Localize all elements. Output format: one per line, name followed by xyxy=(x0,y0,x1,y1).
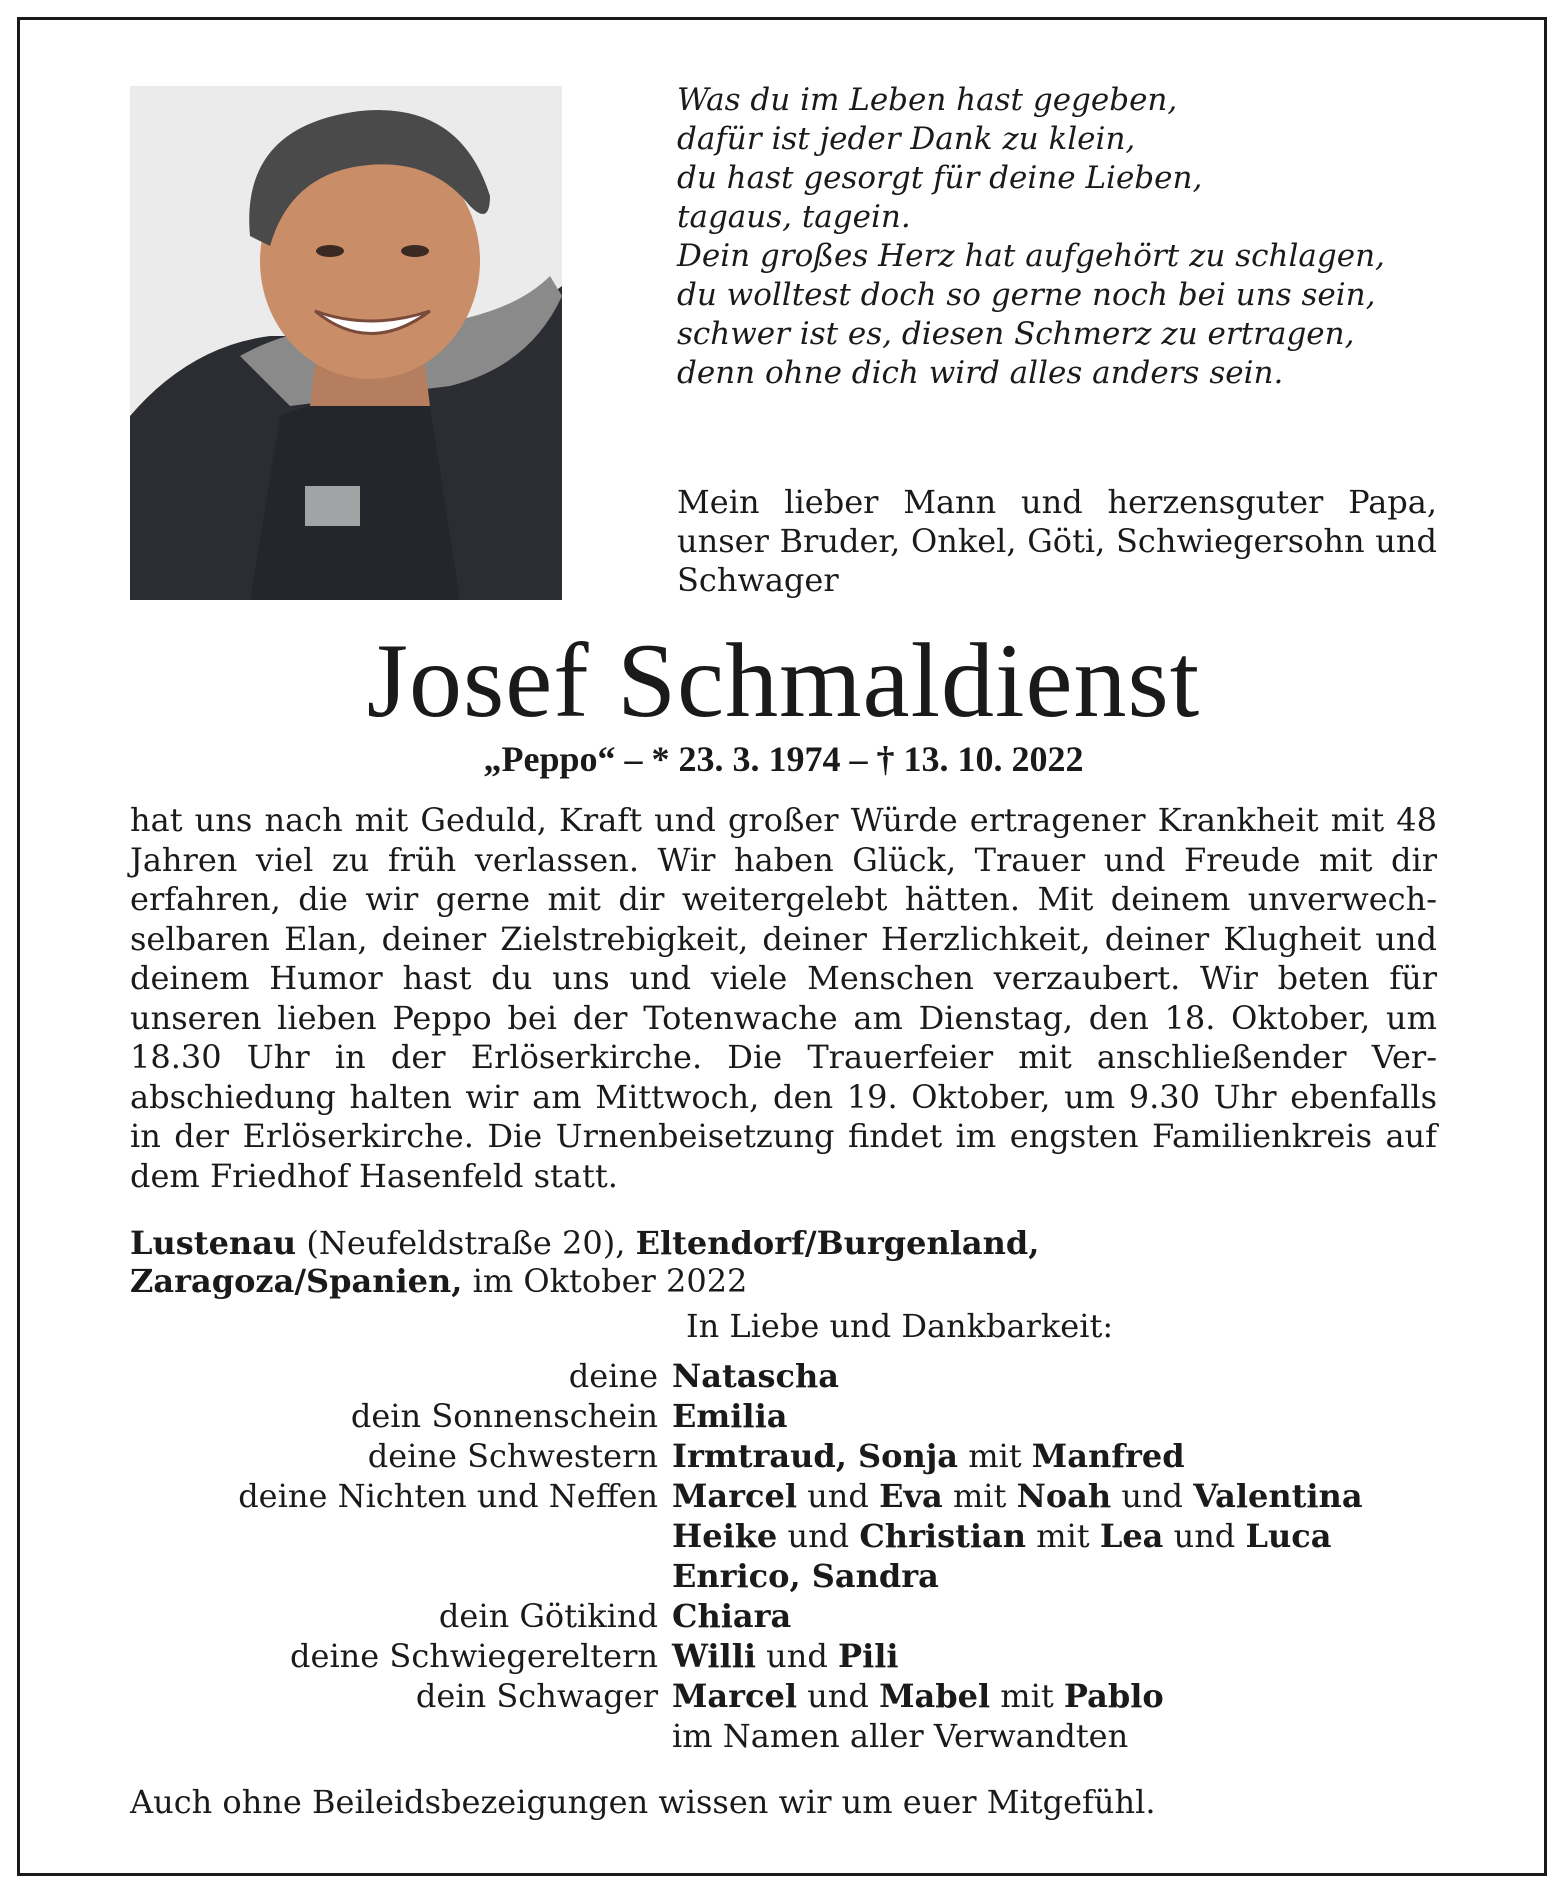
family-names xyxy=(672,1396,1450,1436)
family-member-name: Christian xyxy=(859,1517,1027,1555)
family-relation: deine xyxy=(568,1357,658,1395)
family-names xyxy=(672,1716,1450,1756)
family-names xyxy=(672,1356,1450,1396)
body-text: hat uns nach mit Geduld, Kraft und großer Würde ertragener Krankheit mit 48 Jahren viel zu früh verlassen. Wir haben Glück, Trauer und Freude mit dir erfahren, die wir gerne mit dir weitergelebt hätten. Mit deinem unverwechselbaren Elan, deiner Zielstrebigkeit, deiner Herzlichkeit, deiner Klugheit und deinem Humor hast du uns und viele Menschen verzaubert. Wir beten für unseren lieben Peppo bei der Totenwache am Dienstag, den 18. Oktober, um 18.30 Uhr in der Erlöserkirche. Die Trauerfeier mit anschließender Verabschiedung halten wir am Mittwoch, den 19. Oktober, um 9.30 Uhr ebenfalls in der Erlöserkirche. Die Urnenbeisetzung findet im engsten Familienkreis auf dem Friedhof Hasenfeld statt. xyxy=(130,801,1437,1195)
place-town-3: Zaragoza/Spanien, xyxy=(130,1262,463,1300)
family-relation: dein Götikind xyxy=(438,1597,658,1635)
place-town-1: Lustenau xyxy=(130,1224,297,1262)
family-row xyxy=(130,1356,1450,1396)
family-row xyxy=(130,1636,1450,1676)
family-relation: dein Schwager xyxy=(415,1677,658,1715)
family-connector: und xyxy=(1111,1477,1194,1515)
family-row xyxy=(130,1716,1450,1756)
family-relation xyxy=(130,1516,672,1556)
family-member-name: Eva xyxy=(879,1477,943,1515)
family-relation: deine Schwiegereltern xyxy=(290,1637,658,1675)
place-and-date xyxy=(130,1224,1130,1300)
family-names xyxy=(672,1596,1450,1636)
family-member-name: Willi xyxy=(672,1637,756,1675)
family-connector: mit xyxy=(990,1677,1064,1715)
dank-line: In Liebe und Dankbarkeit: xyxy=(686,1307,1114,1345)
family-member-name: Luca xyxy=(1245,1517,1332,1555)
family-relation xyxy=(130,1716,672,1756)
family-row xyxy=(130,1676,1450,1716)
family-member-name: Mabel xyxy=(879,1677,991,1715)
poem xyxy=(677,81,1437,393)
place-address: (Neufeldstraße 20), xyxy=(296,1224,636,1262)
family-connector: im Namen aller Verwandten xyxy=(672,1717,1129,1755)
family-member-name: Lea xyxy=(1099,1517,1164,1555)
family-member-name: Chiara xyxy=(672,1597,792,1635)
family-row xyxy=(130,1596,1450,1636)
poem-line: schwer ist es, diesen Schmerz zu ertragen, xyxy=(677,316,1355,352)
family-names xyxy=(672,1636,1450,1676)
family-member-name: Valentina xyxy=(1193,1477,1363,1515)
family-relation: deine Schwestern xyxy=(367,1437,658,1475)
family-member-name: Pablo xyxy=(1063,1677,1164,1715)
family-member-name: Irmtraud, Sonja xyxy=(672,1437,959,1475)
family-member-name: Marcel xyxy=(672,1477,798,1515)
family-connector: und xyxy=(777,1517,860,1555)
place-town-2: Eltendorf/Burgenland, xyxy=(635,1224,1040,1262)
life-dates: „Peppo“ – * 23. 3. 1974 – † 13. 10. 2022 xyxy=(483,739,1084,779)
deceased-name: Josef Schmaldienst xyxy=(366,622,1201,739)
family-connector: und xyxy=(1163,1517,1246,1555)
poem-line: Was du im Leben hast gegeben, xyxy=(677,82,1178,118)
intro-text: Mein lieber Mann und herzensguter Papa, unser Bruder, Onkel, Göti, Schwiegersohn und Schwager xyxy=(677,483,1437,599)
family-row xyxy=(130,1396,1450,1436)
family-connector: mit xyxy=(942,1477,1017,1515)
family-row xyxy=(130,1516,1450,1556)
family-member-name: Marcel xyxy=(672,1677,798,1715)
family-member-name: Natascha xyxy=(672,1357,839,1395)
poem-line: du wolltest doch so gerne noch bei uns sein, xyxy=(677,277,1376,313)
place-date: im Oktober 2022 xyxy=(462,1262,748,1300)
family-member-name: Emilia xyxy=(672,1397,788,1435)
family-relation: deine Nichten und Neffen xyxy=(238,1477,658,1515)
portrait-photo xyxy=(130,86,562,600)
family-row xyxy=(130,1476,1450,1516)
family-member-name: Manfred xyxy=(1031,1437,1185,1475)
family-member-name: Pili xyxy=(838,1637,899,1675)
family-connector: und xyxy=(797,1677,880,1715)
family-member-name: Enrico, Sandra xyxy=(672,1557,939,1595)
family-relation xyxy=(130,1556,672,1596)
family-list xyxy=(130,1356,1450,1756)
family-row xyxy=(130,1556,1450,1596)
family-names xyxy=(672,1436,1450,1476)
family-names xyxy=(672,1516,1450,1556)
poem-line: denn ohne dich wird alles anders sein. xyxy=(677,355,1284,391)
family-names xyxy=(672,1556,1450,1596)
poem-line: dafür ist jeder Dank zu klein, xyxy=(677,121,1136,157)
poem-line: du hast gesorgt für deine Lieben, xyxy=(677,160,1203,196)
family-member-name: Noah xyxy=(1016,1477,1112,1515)
family-row xyxy=(130,1436,1450,1476)
footer-text: Auch ohne Beileidsbezeigungen wissen wir um euer Mitgefühl. xyxy=(130,1783,1156,1821)
portrait-illustration xyxy=(130,86,562,600)
family-names xyxy=(672,1676,1450,1716)
poem-line: tagaus, tagein. xyxy=(677,199,911,235)
family-member-name: Heike xyxy=(672,1517,778,1555)
family-relation: dein Sonnenschein xyxy=(350,1397,658,1435)
family-connector: mit xyxy=(958,1437,1032,1475)
family-connector: mit xyxy=(1026,1517,1100,1555)
family-names xyxy=(672,1476,1450,1516)
poem-line: Dein großes Herz hat aufgehört zu schlagen, xyxy=(677,238,1385,274)
family-connector: und xyxy=(797,1477,880,1515)
family-connector: und xyxy=(756,1637,839,1675)
